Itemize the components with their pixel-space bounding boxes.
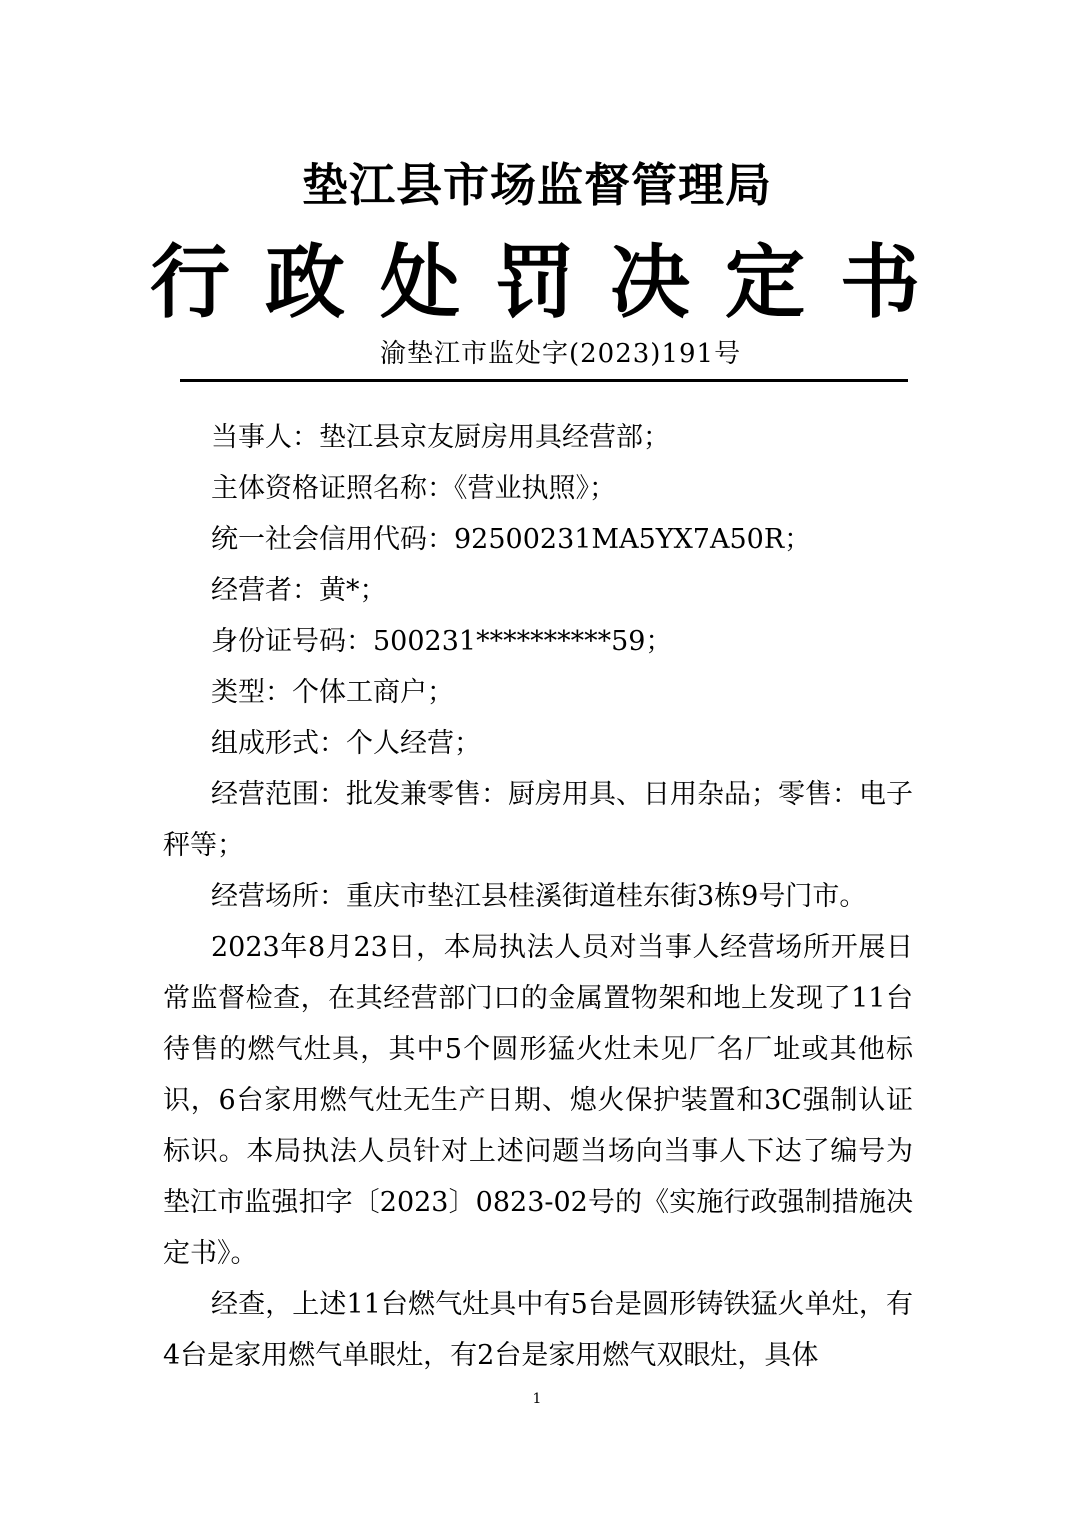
agency-name: 垫江县市场监督管理局 xyxy=(302,158,772,212)
document-number: 渝垫江市监处字(2023)191号 xyxy=(380,339,742,369)
id-number-line: 身份证号码：500231**********59； xyxy=(211,626,673,657)
title-char: 决 xyxy=(610,235,690,329)
inspection-paragraph: 2023年8月23日，本局执法人员对当事人经营场所开展日常监督检查，在其经营部门口的金属置物架和地上发现了11台待售的燃气灶具，其中5个圆形猛火灶未见厂名厂址或其他标识，6台家用燃气灶无生产日期、熄火保护装置和3C强制认证标识。本局执法人员针对上述问题当场向当事人下达了编号为垫江市监强扣字〔2023〕0823-02号的《实施行政强制措施决定书》。 xyxy=(163,932,913,1269)
document-title xyxy=(150,232,920,332)
title-char: 政 xyxy=(265,235,345,329)
title-char: 罚 xyxy=(495,235,575,329)
business-address-line: 经营场所：重庆市垫江县桂溪街道桂东街3栋9号门市。 xyxy=(211,881,867,912)
type-line: 类型：个体工商户； xyxy=(211,677,454,708)
title-char: 处 xyxy=(380,235,460,329)
business-scope-paragraph: 经营范围：批发兼零售：厨房用具、日用杂品；零售：电子秤等； xyxy=(163,779,913,861)
operator-line: 经营者：黄*； xyxy=(211,575,387,606)
title-char: 行 xyxy=(150,235,230,329)
page-number: 1 xyxy=(532,1391,542,1407)
credit-code-line: 统一社会信用代码：92500231MA5YX7A50R； xyxy=(211,524,812,555)
document-body xyxy=(163,412,913,1381)
license-line: 主体资格证照名称：《营业执照》； xyxy=(211,473,616,504)
party-line: 当事人：垫江县京友厨房用具经营部； xyxy=(211,422,670,453)
findings-paragraph: 经查，上述11台燃气灶具中有5台是圆形铸铁猛火单灶，有4台是家用燃气单眼灶，有2台是家用燃气双眼灶，具体 xyxy=(163,1289,913,1371)
title-char: 书 xyxy=(840,235,920,329)
title-char: 定 xyxy=(725,235,805,329)
header-divider xyxy=(180,379,908,382)
organization-form-line: 组成形式：个人经营； xyxy=(211,728,481,759)
